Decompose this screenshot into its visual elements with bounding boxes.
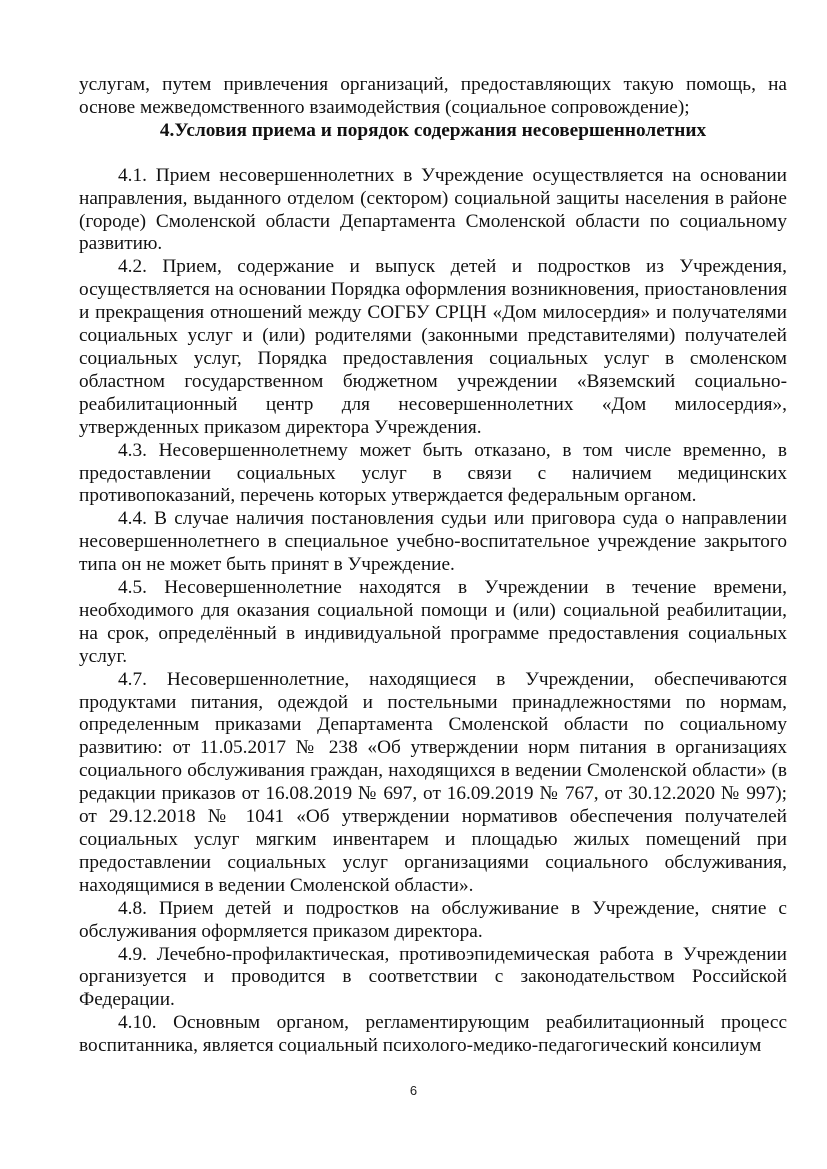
section-heading: 4.Условия приема и порядок содержания несовершеннолетних [159,119,707,141]
intro-paragraph: услугам, путем привлечения организаций, предоставляющих такую помощь, на основе межведомственного взаимодействия (социальное сопровождение); [79,74,787,118]
paragraph-4-5: 4.5. Несовершеннолетние находятся в Учреждении в течение времени, необходимого для оказания социальной помощи и (или) социальной реабилитации, на срок, определённый в индивидуальной программе предоставления социальных услуг. [79,577,787,667]
page-number: 6 [409,1083,418,1098]
paragraph-4-7: 4.7. Несовершеннолетние, находящиеся в Учреждении, обеспечиваются продуктами питания, одеждой и постельными принадлежностями по нормам, определенным приказами Департамента Смоленской области по социальному развитию: от 11.05.2017 № 238 «Об утверждении норм питания в организациях социального обслуживания граждан, находящихся в ведении Смоленской области» (в редакции приказов от 16.08.2019 № 697, от 16.09.2019 № 767, от 30.12.2020 № 997); от 29.12.2018 № 1041 «Об утверждении нормативов обеспечения получателей социальных услуг мягким инвентарем и площадью жилых помещений при предоставлении социальных услуг организациями социального обслуживания, находящимися в ведении Смоленской области». [79,668,787,896]
paragraph-4-4: 4.4. В случае наличия постановления судьи или приговора суда о направлении несовершеннолетнего в специальное учебно-воспитательное учреждение закрытого типа он не может быть принят в Учреждение. [79,508,787,576]
paragraph-4-8: 4.8. Прием детей и подростков на обслуживание в Учреждение, снятие с обслуживания оформляется приказом директора. [79,897,787,942]
paragraph-4-2: 4.2. Прием, содержание и выпуск детей и подростков из Учреждения, осуществляется на основании Порядка оформления возникновения, приостановления и прекращения отношений между СОГБУ СРЦН «Дом милосердия» и получателями социальных услуг и (или) родителями (законными представителями) получателей социальных услуг, Порядка предоставления социальных услуг в смоленском областном государственном бюджетном учреждении «Вяземский социально-реабилитационный центр для несовершеннолетних «Дом милосердия», утвержденных приказом директора Учреждения. [79,256,787,438]
paragraph-4-9: 4.9. Лечебно-профилактическая, противоэпидемическая работа в Учреждении организуется и проводится в соответствии с законодательством Российской Федерации. [79,943,787,1011]
document-page [79,74,787,1058]
paragraph-4-3: 4.3. Несовершеннолетнему может быть отказано, в том числе временно, в предоставлении социальных услуг в связи с наличием медицинских противопоказаний, перечень которых утверждается федеральным органом. [79,439,787,507]
paragraph-4-10: 4.10. Основным органом, регламентирующим реабилитационный процесс воспитанника, является социальный психолого-медико-педагогический консилиум [79,1012,787,1057]
paragraph-4-1: 4.1. Прием несовершеннолетних в Учреждение осуществляется на основании направления, выданного отделом (сектором) социальной защиты населения в районе (городе) Смоленской области Департамента Смоленской области по социальному развитию. [79,164,787,255]
